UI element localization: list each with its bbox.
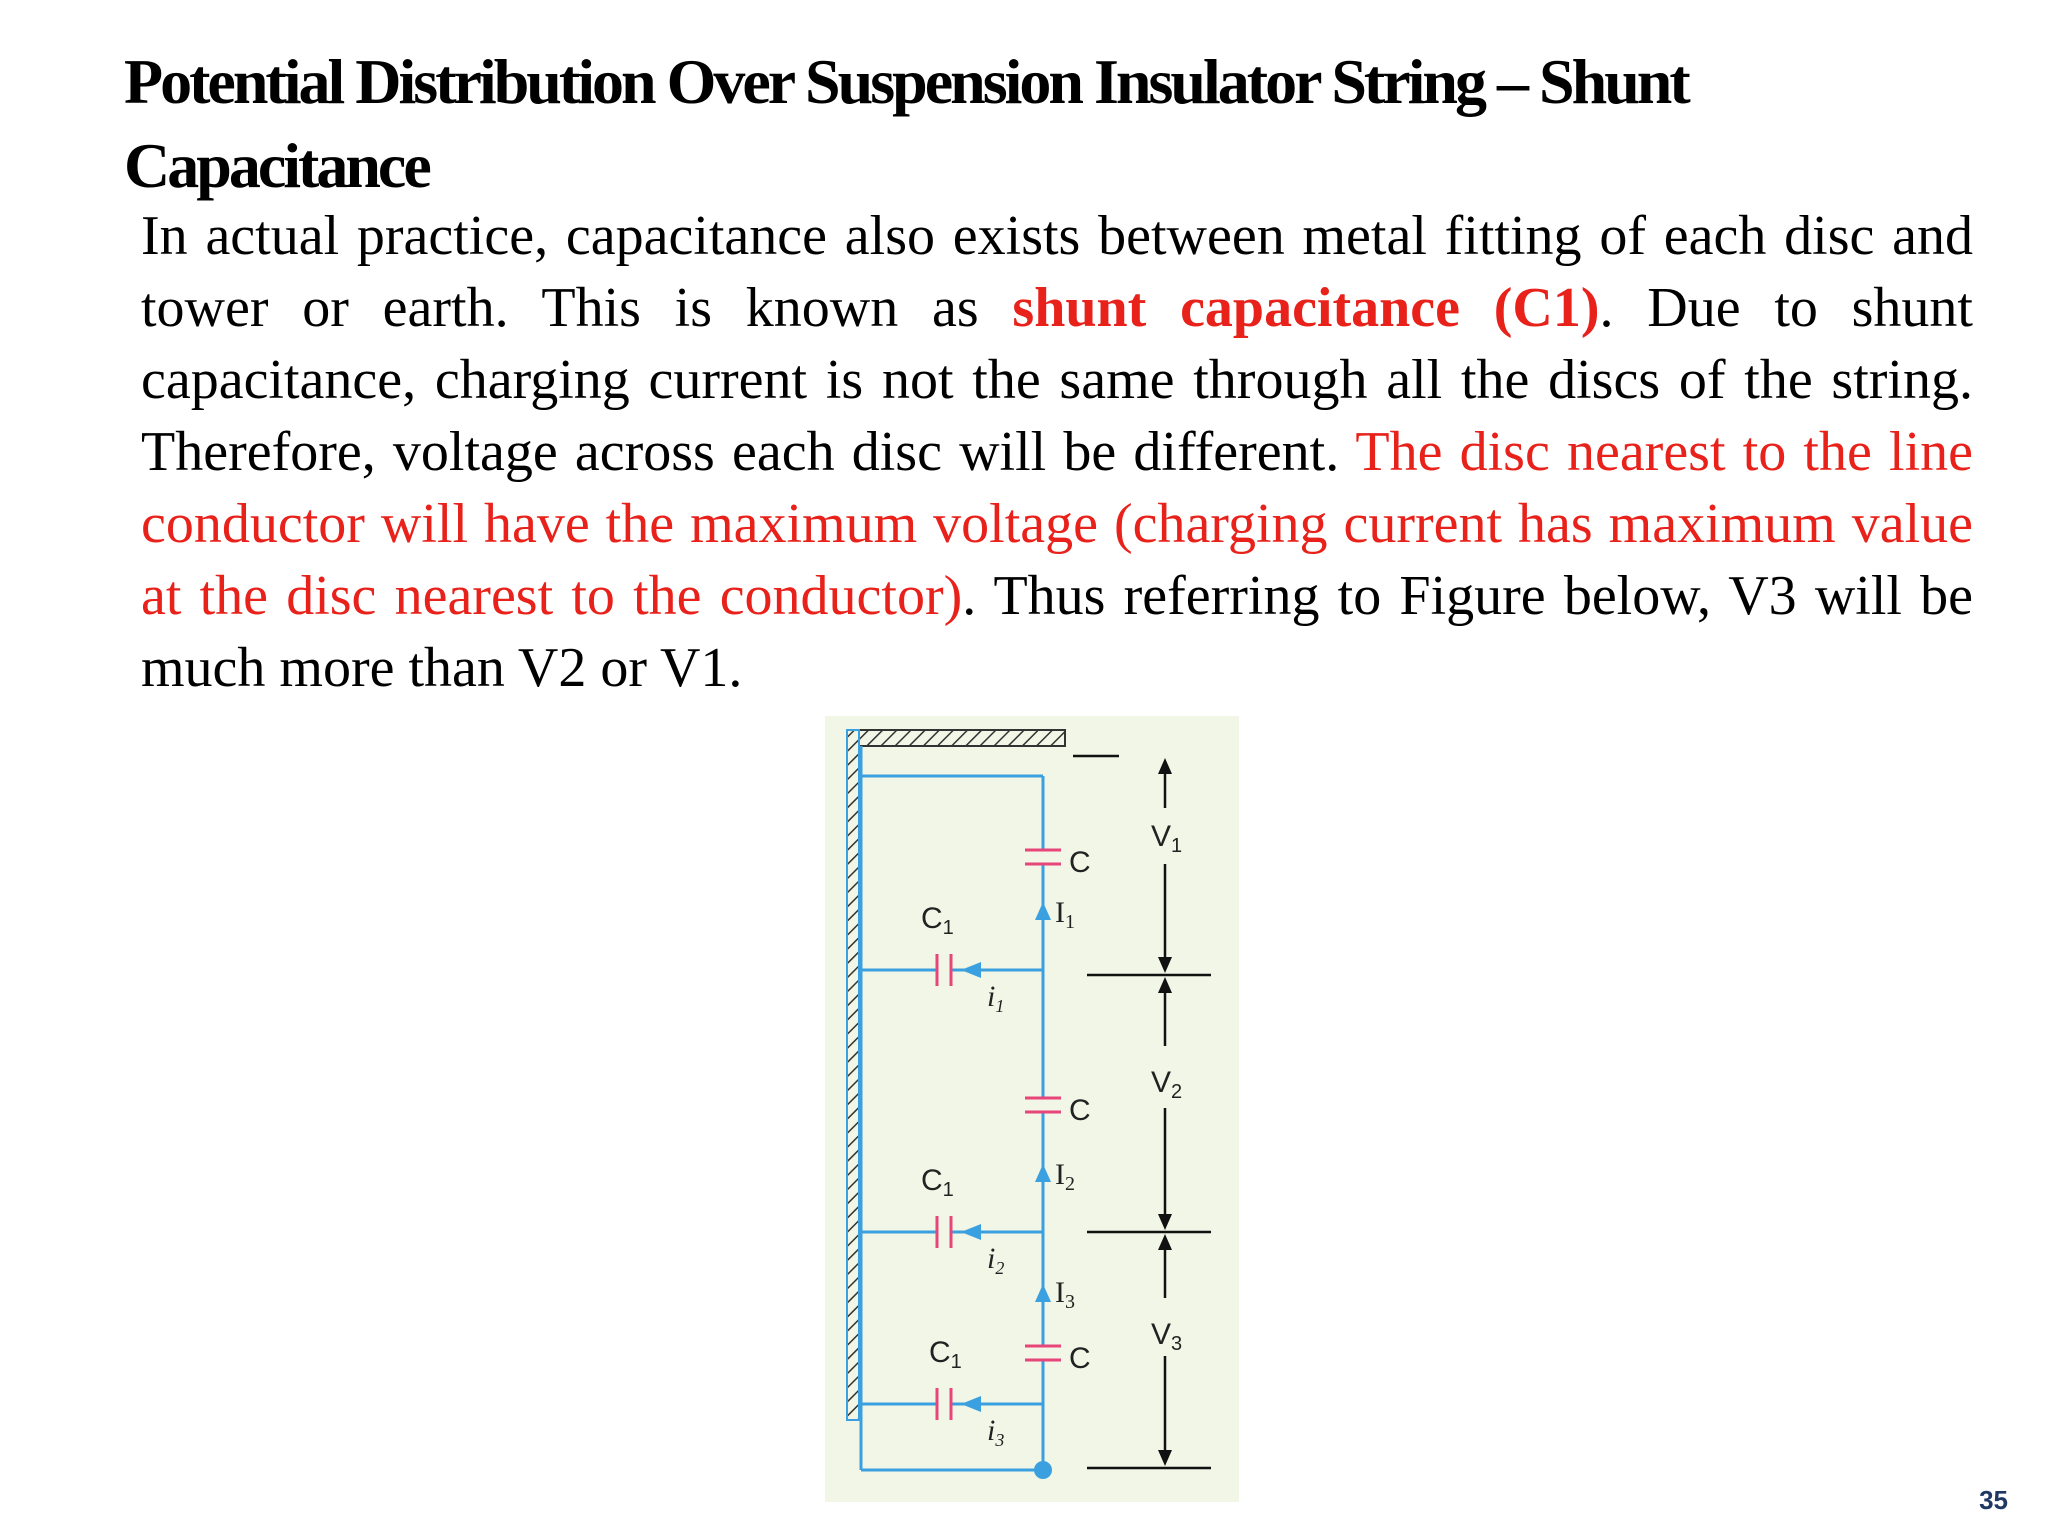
paragraph-text-1: In actual practice, capacitance also exists between metal fitting of each disc and tower or earth. This is known as	[141, 205, 1973, 339]
string-current-label-3: $I_3$	[1055, 1276, 1075, 1313]
arrow-left-icon	[961, 962, 981, 978]
cross-arm	[859, 730, 1065, 746]
shunt-cap-label-3: $C_1$	[929, 1336, 962, 1373]
arrow-left-icon	[961, 1224, 981, 1240]
tower	[847, 730, 859, 1420]
shunt-capacitance-highlight: shunt capacitance (C1)	[1012, 277, 1600, 339]
shunt-current-label-3: $i_3$	[987, 1414, 1005, 1450]
page-number: 35	[1979, 1485, 2008, 1515]
body-paragraph	[141, 200, 1973, 704]
series-cap-label-2: C	[1069, 1094, 1091, 1127]
shunt-current-label-2: $i_2$	[987, 1242, 1005, 1278]
string-current-label-2: $I_2$	[1055, 1158, 1075, 1195]
shunt-cap-label-2: $C_1$	[921, 1164, 954, 1201]
max-voltage-highlight: The disc nearest to the line conductor will have the maximum voltage (charging current has maximum value at the disc nearest to the conductor)	[141, 421, 1973, 627]
insulator-string-figure	[825, 716, 1239, 1502]
series-cap-label-1: C	[1069, 846, 1091, 879]
shunt-cap-label-1: $C_1$	[921, 902, 954, 939]
voltage-label-3: $V_3$	[1151, 1318, 1183, 1355]
conductor-node	[1034, 1461, 1052, 1479]
arrow-up-icon	[1035, 1164, 1051, 1182]
paragraph-text-3: . Thus referring to Figure below, V3 will be much more than V2 or V1.	[141, 565, 1973, 699]
paragraph-text-2: . Due to shunt capacitance, charging current is not the same through all the discs of the string. Therefore, voltage across each disc will be different.	[141, 277, 1973, 483]
circuit-diagram	[825, 716, 1239, 1502]
slide-title: Potential Distribution Over Suspension Insulator String – Shunt Capacitance	[124, 46, 1688, 201]
voltage-label-1: $V_1$	[1151, 820, 1183, 857]
arrow-up-icon	[1035, 1284, 1051, 1302]
arrow-left-icon	[961, 1396, 981, 1412]
string-current-label-1: $I_1$	[1055, 896, 1075, 933]
shunt-current-label-1: $i_1$	[987, 980, 1005, 1016]
current-arrows	[961, 902, 1051, 1412]
voltage-label-2: $V_2$	[1151, 1066, 1183, 1103]
arrow-up-icon	[1035, 902, 1051, 920]
series-cap-label-3: C	[1069, 1342, 1091, 1375]
voltage-dimensions	[1073, 756, 1211, 1468]
